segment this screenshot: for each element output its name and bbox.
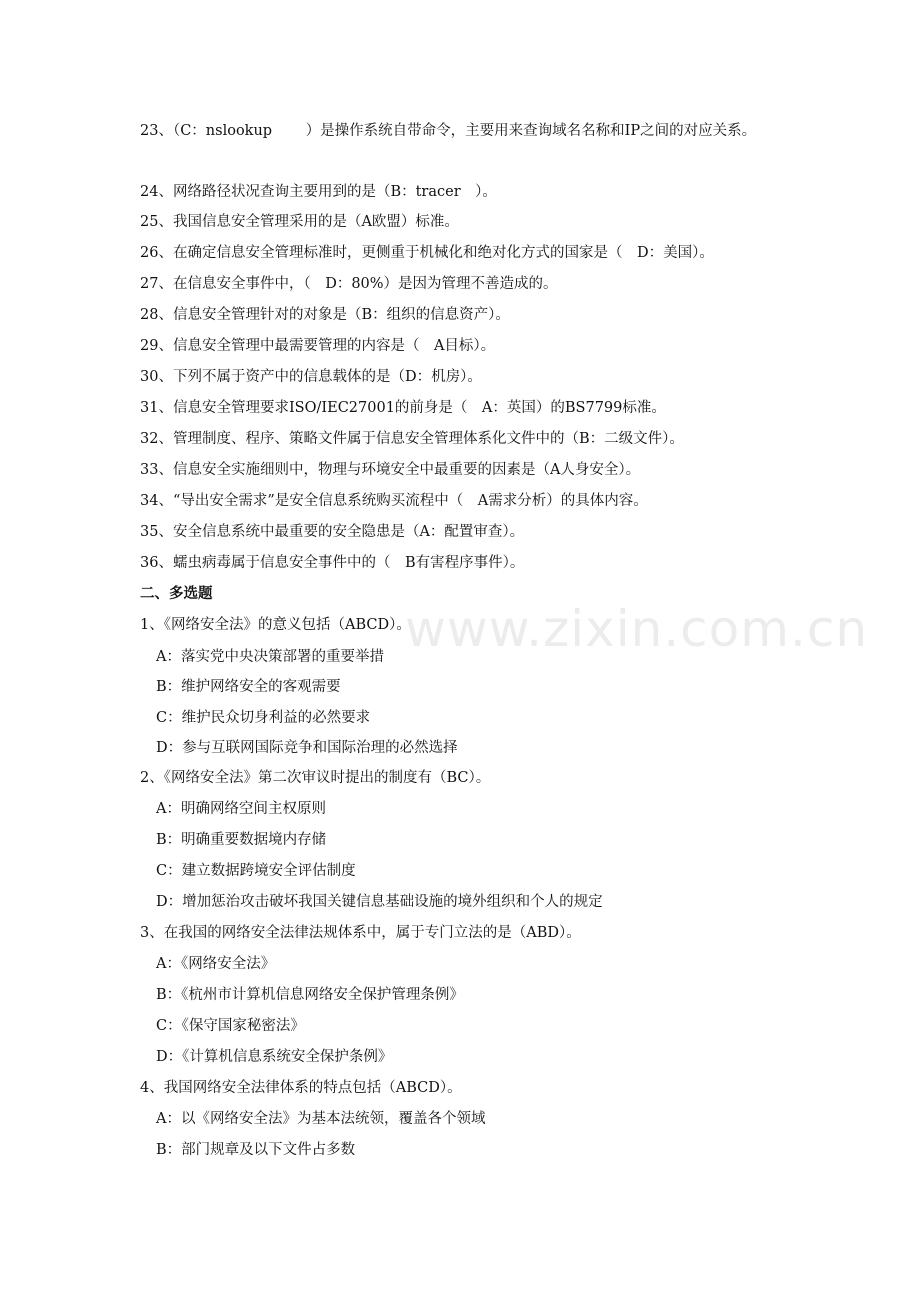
mc-question-2: 2、《网络安全法》第二次审议时提出的制度有（BC）。 <box>140 770 491 786</box>
mc-question-4-option-a: A：以《网络安全法》为基本法统领，覆盖各个领域 <box>156 1111 486 1127</box>
question-28: 28、信息安全管理针对的对象是（B：组织的信息资产）。 <box>140 307 510 323</box>
question-33: 33、信息安全实施细则中，物理与环境安全中最重要的因素是（A人身安全）。 <box>140 462 641 478</box>
question-34: 34、“导出安全需求”是安全信息系统购买流程中（ A需求分析）的具体内容。 <box>140 493 648 509</box>
question-25: 25、我国信息安全管理采用的是（A欧盟）标准。 <box>140 214 459 230</box>
mc-question-1: 1、《网络安全法》的意义包括（ABCD）。 <box>140 617 411 633</box>
section-heading: 二、多选题 <box>140 585 213 602</box>
mc-question-3-option-c: C：《保守国家秘密法》 <box>156 1018 305 1034</box>
mc-question-2-option-b: B：明确重要数据境内存储 <box>156 832 327 848</box>
question-27: 27、在信息安全事件中，（ D：80%）是因为管理不善造成的。 <box>140 276 558 292</box>
question-35: 35、安全信息系统中最重要的安全隐患是（A：配置审查）。 <box>140 524 525 540</box>
question-36: 36、蠕虫病毒属于信息安全事件中的（ B有害程序事件）。 <box>140 555 525 571</box>
mc-question-4-option-b: B：部门规章及以下文件占多数 <box>156 1142 356 1158</box>
mc-question-2-option-d: D：增加惩治攻击破坏我国关键信息基础设施的境外组织和个人的规定 <box>156 894 603 910</box>
question-24: 24、网络路径状况查询主要用到的是（B：tracer ）。 <box>140 184 497 200</box>
mc-question-4: 4、我国网络安全法律体系的特点包括（ABCD）。 <box>140 1080 462 1096</box>
mc-question-1-option-d: D：参与互联网国际竞争和国际治理的必然选择 <box>156 740 458 756</box>
question-29: 29、信息安全管理中最需要管理的内容是（ A目标）。 <box>140 338 496 354</box>
mc-question-1-option-b: B：维护网络安全的客观需要 <box>156 679 341 695</box>
question-31: 31、信息安全管理要求ISO/IEC27001的前身是（ A：英国）的BS7799标准。 <box>140 400 666 416</box>
mc-question-3-option-d: D：《计算机信息系统安全保护条例》 <box>156 1049 393 1065</box>
mc-question-3-option-a: A：《网络安全法》 <box>156 956 276 972</box>
mc-question-3: 3、在我国的网络安全法律法规体系中，属于专门立法的是（ABD）。 <box>140 925 581 941</box>
mc-question-3-option-b: B：《杭州市计算机信息网络安全保护管理条例》 <box>156 987 464 1003</box>
question-30: 30、下列不属于资产中的信息载体的是（D：机房）。 <box>140 369 482 385</box>
question-23: 23、（C：nslookup ）是操作系统自带命令，主要用来查询域名名称和IP之间的对应关系。 <box>140 123 757 139</box>
mc-question-2-option-c: C：建立数据跨境安全评估制度 <box>156 863 356 879</box>
question-26: 26、在确定信息安全管理标准时，更侧重于机械化和绝对化方式的国家是（ D：美国）。 <box>140 245 714 261</box>
question-32: 32、管理制度、程序、策略文件属于信息安全管理体系化文件中的（B：二级文件）。 <box>140 431 684 447</box>
mc-question-2-option-a: A：明确网络空间主权原则 <box>156 801 326 817</box>
mc-question-1-option-c: C：维护民众切身利益的必然要求 <box>156 710 371 726</box>
mc-question-1-option-a: A：落实党中央决策部署的重要举措 <box>156 649 384 665</box>
site-watermark: www.zixin.com.cn <box>405 600 869 658</box>
